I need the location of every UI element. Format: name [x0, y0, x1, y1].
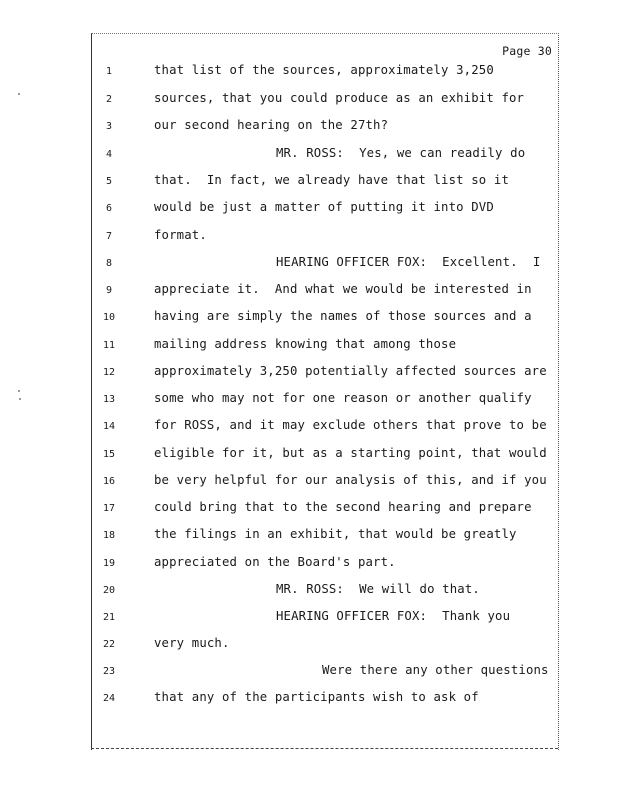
page-number: Page 30 — [502, 44, 552, 58]
transcript-line — [0, 527, 618, 547]
scan-speck — [18, 390, 20, 392]
line-number: 3 — [105, 121, 113, 132]
line-text: appreciated on the Board's part. — [154, 555, 396, 569]
line-text: sources, that you could produce as an exhibit for — [154, 91, 525, 105]
line-text: could bring that to the second hearing and prepare — [154, 500, 532, 514]
line-text: that list of the sources, approximately 3,250 — [154, 63, 494, 77]
transcript-line — [0, 473, 618, 493]
line-text: MR. ROSS: We will do that. — [276, 582, 480, 596]
scan-speck — [18, 93, 20, 95]
transcript-line — [0, 337, 618, 357]
line-number: 20 — [102, 585, 116, 596]
transcript-line — [0, 200, 618, 220]
transcript-line — [0, 582, 618, 602]
line-text: some who may not for one reason or another qualify — [154, 391, 532, 405]
line-number: 24 — [102, 693, 116, 704]
line-text: the filings in an exhibit, that would be greatly — [154, 527, 517, 541]
line-text: having are simply the names of those sources and a — [154, 309, 532, 323]
transcript-line — [0, 690, 618, 710]
line-number: 14 — [102, 421, 116, 432]
transcript-line — [0, 173, 618, 193]
line-text: format. — [154, 228, 207, 242]
line-text: that any of the participants wish to ask of — [154, 690, 479, 704]
line-text: be very helpful for our analysis of this, and if you — [154, 473, 547, 487]
line-number: 17 — [102, 503, 116, 514]
line-number: 23 — [102, 666, 116, 677]
line-number: 2 — [105, 94, 113, 105]
transcript-line — [0, 500, 618, 520]
transcript-line — [0, 636, 618, 656]
transcript-line — [0, 228, 618, 248]
line-text: approximately 3,250 potentially affected sources are — [154, 364, 547, 378]
transcript-line — [0, 364, 618, 384]
line-text: would be just a matter of putting it into DVD — [154, 200, 494, 214]
transcript-line — [0, 255, 618, 275]
line-number: 5 — [105, 176, 113, 187]
line-text: mailing address knowing that among those — [154, 337, 457, 351]
line-text: HEARING OFFICER FOX: Thank you — [276, 609, 511, 623]
transcript-line — [0, 282, 618, 302]
line-number: 22 — [102, 639, 116, 650]
line-text: HEARING OFFICER FOX: Excellent. I — [276, 255, 541, 269]
transcript-line — [0, 663, 618, 683]
line-text: for ROSS, and it may exclude others that prove to be — [154, 418, 547, 432]
transcript-line — [0, 146, 618, 166]
line-text: very much. — [154, 636, 230, 650]
page-bottom-edge — [91, 748, 558, 749]
line-number: 16 — [102, 476, 116, 487]
line-number: 18 — [102, 530, 116, 541]
transcript-line — [0, 555, 618, 575]
line-text: that. In fact, we already have that list so it — [154, 173, 510, 187]
line-number: 12 — [102, 367, 116, 378]
line-number: 9 — [105, 285, 113, 296]
line-number: 13 — [102, 394, 116, 405]
transcript-line — [0, 309, 618, 329]
line-number: 4 — [105, 149, 113, 160]
line-number: 10 — [102, 312, 116, 323]
transcript-line — [0, 609, 618, 629]
transcript-line — [0, 446, 618, 466]
transcript-line — [0, 91, 618, 111]
line-text: Were there any other questions — [322, 663, 549, 677]
line-number: 19 — [102, 558, 116, 569]
transcript-line — [0, 63, 618, 83]
line-text: MR. ROSS: Yes, we can readily do — [276, 146, 526, 160]
line-text: eligible for it, but as a starting point, that would — [154, 446, 547, 460]
line-text: our second hearing on the 27th? — [154, 118, 389, 132]
line-number: 7 — [105, 231, 113, 242]
line-number: 21 — [102, 612, 116, 623]
line-number: 1 — [105, 66, 113, 77]
line-number: 8 — [105, 258, 113, 269]
line-number: 6 — [105, 203, 113, 214]
line-number: 15 — [102, 449, 116, 460]
scan-speck — [19, 398, 21, 400]
line-text: appreciate it. And what we would be interested in — [154, 282, 532, 296]
transcript-line — [0, 391, 618, 411]
line-number: 11 — [102, 340, 116, 351]
transcript-line — [0, 118, 618, 138]
transcript-line — [0, 418, 618, 438]
